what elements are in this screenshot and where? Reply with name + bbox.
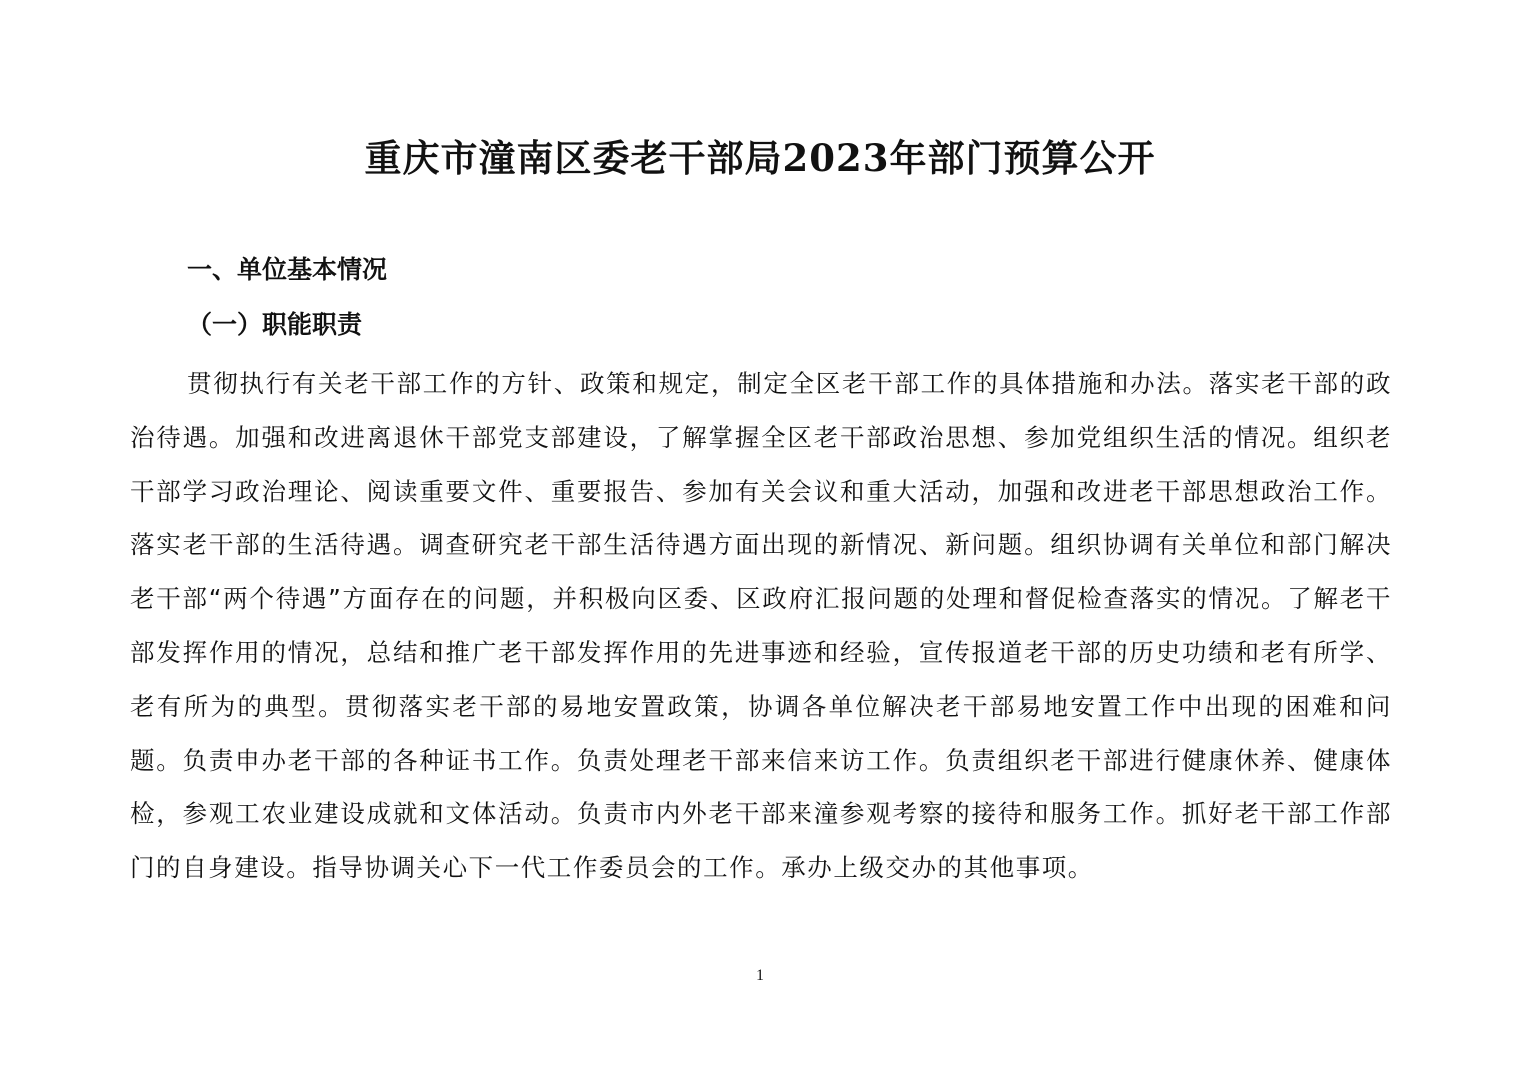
section-heading: 一、单位基本情况 <box>187 255 388 284</box>
sub-heading: （一）职能职责 <box>187 310 363 339</box>
page-number: 1 <box>756 967 764 984</box>
document-title: 重庆市潼南区委老干部局2023年部门预算公开 <box>364 136 1156 180</box>
body-paragraph: 贯彻执行有关老干部工作的方针、政策和规定，制定全区老干部工作的具体措施和办法。落实老干部的政治待遇。加强和改进离退休干部党支部建设，了解掌握全区老干部政治思想、参加党组织生活的情况。组织老干部学习政治理论、阅读重要文件、重要报告、参加有关会议和重大活动，加强和改进老干部思想政治工作。落实老干部的生活待遇。调查研究老干部生活待遇方面出现的新情况、新问题。组织协调有关单位和部门解决老干部“两个待遇”方面存在的问题，并积极向区委、区政府汇报问题的处理和督促检查落实的情况。了解老干部发挥作用的情况，总结和推广老干部发挥作用的先进事迹和经验，宣传报道老干部的历史功绩和老有所学、老有所为的典型。贯彻落实老干部的易地安置政策，协调各单位解决老干部易地安置工作中出现的困难和问题。负责申办老干部的各种证书工作。负责处理老干部来信来访工作。负责组织老干部进行健康休养、健康体检，参观工农业建设成就和文体活动。负责市内外老干部来潼参观考察的接待和服务工作。抓好老干部工作部门的自身建设。指导协调关心下一代工作委员会的工作。承办上级交办的其他事项。 <box>130 369 1392 883</box>
